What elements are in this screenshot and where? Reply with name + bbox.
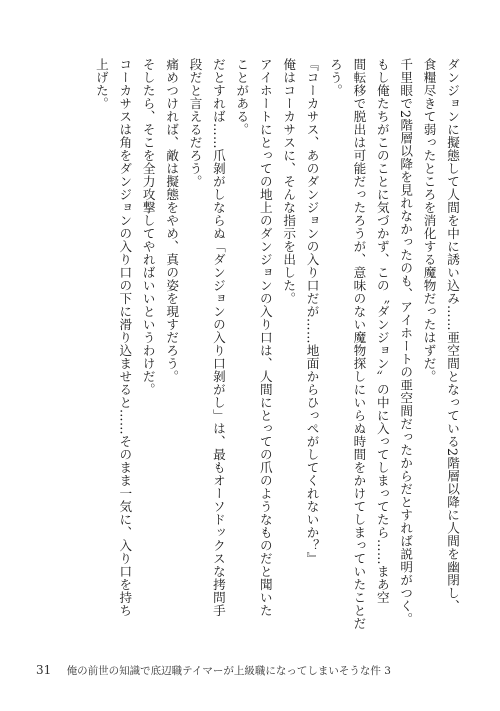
text-line: 食糧尽きて弱ったところを消化する魔物だったはずだ。: [421, 58, 437, 383]
text-line: 上げた。: [93, 58, 109, 110]
text-line: だとすれば……爪剝がしならぬ「ダンジョンの入り口剝がし」は、最もオーソドックスな拷問手: [210, 58, 226, 617]
text-line: もし俺たちがこのことに気づかず、この〝ダンジョン〟の中に入ってしまってたら……まあ空: [374, 58, 390, 604]
text-line: コーカサスは角をダンジョンの入り口の下に滑り込ませると……そのまま一気に、入り口を持ち: [117, 58, 133, 617]
text-line: ことがある。: [234, 58, 250, 136]
text-line: 千里眼で2階層以降を見れなかったのも、アイホートの亜空間だったからだとすれば説明がつく。: [398, 58, 414, 626]
text-line: 『コーカサス、あのダンジョンの入り口だが……地面からひっぺがしてくれないか？』: [304, 58, 320, 565]
text-line: 俺はコーカサスに、そんな指示を出した。: [281, 58, 297, 305]
text-line: 間転移で脱出は可能だったろうが、意味のない魔物探しにいらぬ時間をかけてしまっていたことだ: [351, 58, 367, 630]
text-line: 痛めつければ、敵は擬態をやめ、真の姿を現すだろう。: [164, 58, 180, 383]
page-number: 31: [36, 663, 52, 677]
text-line: アイホートにとっての地上のダンジョンの入り口は、人間にとっての爪のようなものだと聞いた: [257, 58, 273, 617]
page-footer: [36, 663, 391, 678]
text-line: 段だと言えるだろう。: [187, 58, 203, 188]
text-line: そしたら、そこを全力攻撃してやればいいというわけだ。: [140, 58, 156, 396]
text-line: ダンジョンに擬態して人間を中に誘い込み……亜空間となっている2階層以降に人間を幽閉し、: [445, 58, 460, 613]
book-title: 俺の前世の知識で底辺職テイマーが上級職になってしまいそうな件 3: [66, 665, 391, 677]
body-text: [90, 58, 465, 643]
text-line: ろう。: [327, 58, 343, 97]
